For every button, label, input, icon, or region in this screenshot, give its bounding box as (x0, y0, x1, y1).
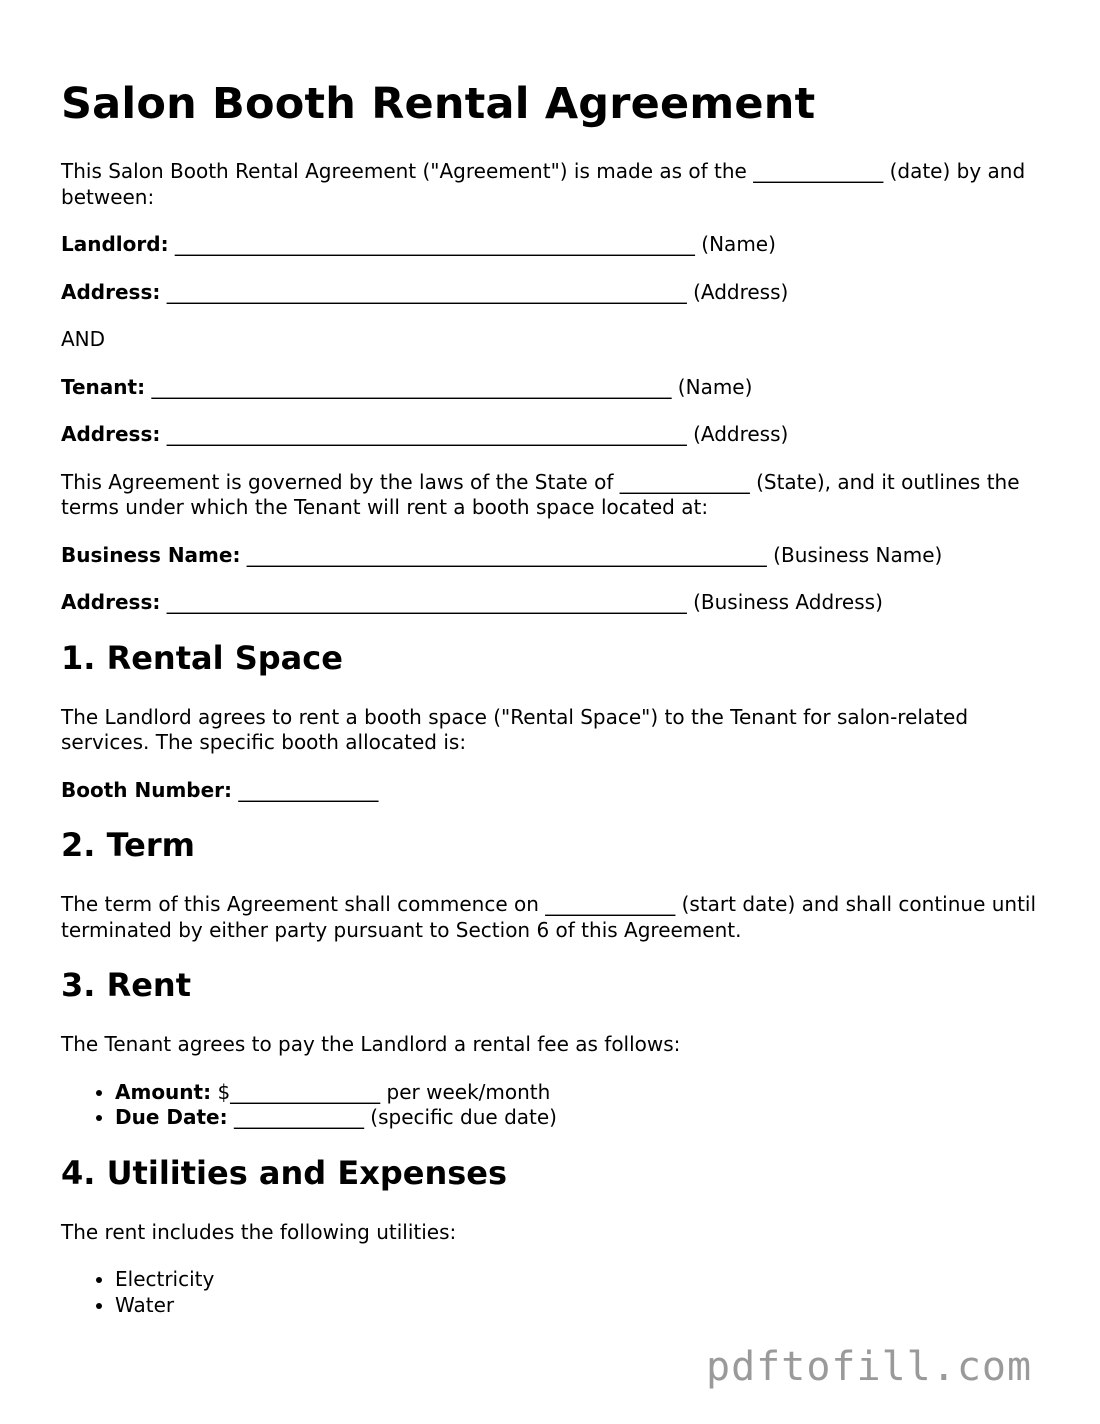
utilities-list (61, 1267, 1046, 1318)
intro-paragraph: This Salon Booth Rental Agreement ("Agreement") is made as of the _____________ (date) by and between: (61, 159, 1026, 209)
landlord-address-field: ____________________________________________________ (Address) (160, 279, 789, 304)
section-heading-term: 2. Term (61, 826, 195, 864)
utility-item-electricity: • Electricity (115, 1267, 1046, 1293)
tenant-label: Tenant: (61, 374, 146, 399)
rent-amount-item (115, 1080, 1046, 1106)
rental-space-paragraph: The Landlord agrees to rent a booth space ("Rental Space") to the Tenant for salon-related services. The specific booth allocated is: (61, 704, 969, 754)
document-title: Salon Booth Rental Agreement (61, 79, 816, 129)
utilities-paragraph: The rent includes the following utilities: (61, 1219, 457, 1244)
landlord-line (61, 232, 1046, 258)
utility-item-water: • Water (115, 1293, 1046, 1319)
landlord-label: Landlord: (61, 232, 169, 256)
rent-amount-field: $_______________ per week/month (211, 1079, 551, 1104)
landlord-address-line (61, 280, 1046, 306)
landlord-address-label: Address: (61, 279, 161, 304)
business-name-field: ____________________________________________________ (Business Name) (240, 542, 943, 567)
business-name-label: Business Name: (61, 542, 241, 567)
section-heading-rent: 3. Rent (61, 966, 191, 1004)
term-paragraph: The term of this Agreement shall commence on _____________ (start date) and shall continue until terminated by either party pursuant to Section 6 of this Agreement. (61, 892, 1037, 942)
watermark-text: pdftofill.com (706, 1344, 1033, 1390)
booth-number-field: ______________ (232, 777, 379, 802)
business-address-line (61, 590, 1046, 616)
section-heading-utilities: 4. Utilities and Expenses (61, 1153, 508, 1192)
tenant-field: ____________________________________________________ (Name) (145, 374, 753, 399)
section-heading-rental-space: 1. Rental Space (61, 638, 343, 677)
governing-paragraph: This Agreement is governed by the laws of the State of _____________ (State), and it outlines the terms under which the Tenant will rent a booth space located at: (61, 469, 1020, 519)
document-page (61, 78, 1046, 1340)
business-name-line (61, 543, 1046, 569)
tenant-address-field: ____________________________________________________ (Address) (160, 422, 789, 446)
tenant-line (61, 375, 1046, 401)
and-separator: AND (61, 327, 106, 351)
rent-due-date-item (115, 1105, 1046, 1131)
tenant-address-label: Address: (61, 422, 161, 446)
rent-amount-label: Amount: (115, 1079, 212, 1104)
booth-number-line (61, 778, 1046, 804)
landlord-field: ____________________________________________________ (Name) (168, 232, 776, 256)
rent-terms-list (61, 1080, 1046, 1131)
business-address-field: ____________________________________________________ (Business Address) (160, 590, 883, 614)
rent-paragraph: The Tenant agrees to pay the Landlord a rental fee as follows: (61, 1032, 681, 1056)
business-address-label: Address: (61, 590, 161, 614)
booth-number-label: Booth Number: (61, 777, 233, 802)
rent-due-date-label: Due Date: (115, 1105, 228, 1129)
rent-due-date-field: _____________ (specific due date) (227, 1105, 557, 1129)
tenant-address-line (61, 422, 1046, 448)
